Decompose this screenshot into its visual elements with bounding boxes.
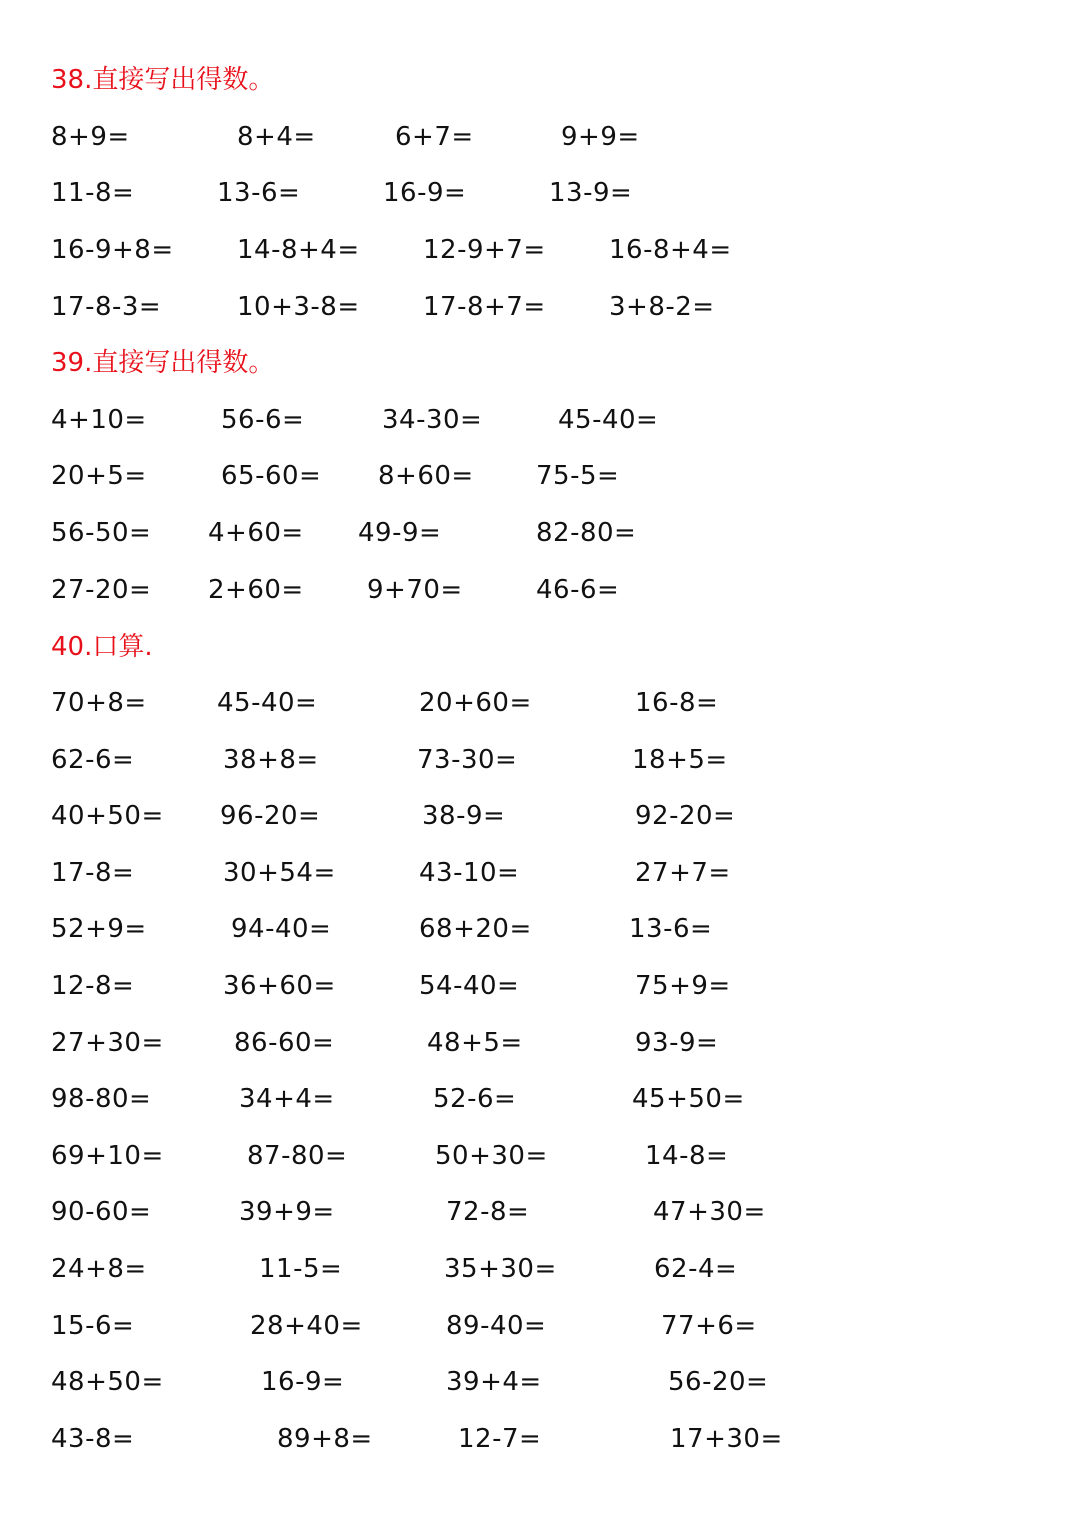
arithmetic-problem: 56-20=	[668, 1367, 769, 1397]
arithmetic-problem: 65-60=	[221, 461, 322, 491]
arithmetic-problem: 56-6=	[221, 405, 305, 435]
arithmetic-problem: 90-60=	[51, 1197, 152, 1227]
arithmetic-problem: 17-8-3=	[51, 292, 162, 322]
arithmetic-problem: 16-9=	[261, 1367, 345, 1397]
section-heading: 38.直接写出得数。	[51, 65, 275, 95]
arithmetic-problem: 73-30=	[417, 745, 518, 775]
arithmetic-problem: 49-9=	[358, 518, 442, 548]
arithmetic-problem: 27-20=	[51, 575, 152, 605]
arithmetic-problem: 48+50=	[51, 1367, 164, 1397]
arithmetic-problem: 4+10=	[51, 405, 147, 435]
arithmetic-problem: 28+40=	[250, 1311, 363, 1341]
arithmetic-problem: 6+7=	[395, 122, 474, 152]
arithmetic-problem: 40+50=	[51, 801, 164, 831]
arithmetic-problem: 52+9=	[51, 914, 147, 944]
arithmetic-problem: 62-6=	[51, 745, 135, 775]
arithmetic-problem: 93-9=	[635, 1028, 719, 1058]
section-heading: 40.口算.	[51, 632, 153, 662]
arithmetic-problem: 14-8=	[645, 1141, 729, 1171]
arithmetic-problem: 17-8+7=	[423, 292, 546, 322]
arithmetic-problem: 69+10=	[51, 1141, 164, 1171]
arithmetic-problem: 8+9=	[51, 122, 130, 152]
arithmetic-problem: 48+5=	[427, 1028, 523, 1058]
arithmetic-problem: 15-6=	[51, 1311, 135, 1341]
arithmetic-problem: 34-30=	[382, 405, 483, 435]
arithmetic-problem: 20+60=	[419, 688, 532, 718]
arithmetic-problem: 20+5=	[51, 461, 147, 491]
arithmetic-problem: 13-9=	[549, 178, 633, 208]
arithmetic-problem: 16-8+4=	[609, 235, 732, 265]
section-heading: 39.直接写出得数。	[51, 348, 275, 378]
arithmetic-problem: 94-40=	[231, 914, 332, 944]
arithmetic-problem: 4+60=	[208, 518, 304, 548]
arithmetic-problem: 86-60=	[234, 1028, 335, 1058]
arithmetic-problem: 35+30=	[444, 1254, 557, 1284]
arithmetic-problem: 27+7=	[635, 858, 731, 888]
arithmetic-problem: 52-6=	[433, 1084, 517, 1114]
arithmetic-problem: 45-40=	[558, 405, 659, 435]
arithmetic-problem: 34+4=	[239, 1084, 335, 1114]
arithmetic-problem: 3+8-2=	[609, 292, 715, 322]
arithmetic-problem: 8+60=	[378, 461, 474, 491]
arithmetic-problem: 16-8=	[635, 688, 719, 718]
arithmetic-problem: 46-6=	[536, 575, 620, 605]
arithmetic-problem: 47+30=	[653, 1197, 766, 1227]
arithmetic-problem: 92-20=	[635, 801, 736, 831]
arithmetic-problem: 96-20=	[220, 801, 321, 831]
arithmetic-problem: 70+8=	[51, 688, 147, 718]
arithmetic-problem: 18+5=	[632, 745, 728, 775]
arithmetic-problem: 39+4=	[446, 1367, 542, 1397]
arithmetic-problem: 89+8=	[277, 1424, 373, 1454]
arithmetic-problem: 10+3-8=	[237, 292, 360, 322]
arithmetic-problem: 50+30=	[435, 1141, 548, 1171]
arithmetic-problem: 12-7=	[458, 1424, 542, 1454]
arithmetic-problem: 11-5=	[259, 1254, 343, 1284]
arithmetic-problem: 72-8=	[446, 1197, 530, 1227]
arithmetic-problem: 54-40=	[419, 971, 520, 1001]
arithmetic-problem: 2+60=	[208, 575, 304, 605]
arithmetic-problem: 36+60=	[223, 971, 336, 1001]
arithmetic-problem: 17+30=	[670, 1424, 783, 1454]
arithmetic-problem: 9+9=	[561, 122, 640, 152]
arithmetic-problem: 13-6=	[629, 914, 713, 944]
arithmetic-problem: 62-4=	[654, 1254, 738, 1284]
arithmetic-problem: 9+70=	[367, 575, 463, 605]
arithmetic-problem: 38+8=	[223, 745, 319, 775]
arithmetic-problem: 77+6=	[661, 1311, 757, 1341]
arithmetic-problem: 39+9=	[239, 1197, 335, 1227]
arithmetic-problem: 27+30=	[51, 1028, 164, 1058]
arithmetic-problem: 30+54=	[223, 858, 336, 888]
arithmetic-problem: 13-6=	[217, 178, 301, 208]
arithmetic-problem: 43-8=	[51, 1424, 135, 1454]
arithmetic-problem: 16-9+8=	[51, 235, 174, 265]
arithmetic-problem: 87-80=	[247, 1141, 348, 1171]
arithmetic-problem: 12-8=	[51, 971, 135, 1001]
arithmetic-problem: 43-10=	[419, 858, 520, 888]
arithmetic-problem: 45+50=	[632, 1084, 745, 1114]
arithmetic-problem: 17-8=	[51, 858, 135, 888]
arithmetic-problem: 75-5=	[536, 461, 620, 491]
arithmetic-problem: 12-9+7=	[423, 235, 546, 265]
arithmetic-problem: 68+20=	[419, 914, 532, 944]
arithmetic-problem: 24+8=	[51, 1254, 147, 1284]
arithmetic-problem: 11-8=	[51, 178, 135, 208]
arithmetic-problem: 8+4=	[237, 122, 316, 152]
arithmetic-problem: 82-80=	[536, 518, 637, 548]
arithmetic-problem: 56-50=	[51, 518, 152, 548]
arithmetic-problem: 75+9=	[635, 971, 731, 1001]
arithmetic-problem: 16-9=	[383, 178, 467, 208]
arithmetic-problem: 89-40=	[446, 1311, 547, 1341]
arithmetic-problem: 98-80=	[51, 1084, 152, 1114]
arithmetic-problem: 45-40=	[217, 688, 318, 718]
arithmetic-problem: 38-9=	[422, 801, 506, 831]
arithmetic-problem: 14-8+4=	[237, 235, 360, 265]
